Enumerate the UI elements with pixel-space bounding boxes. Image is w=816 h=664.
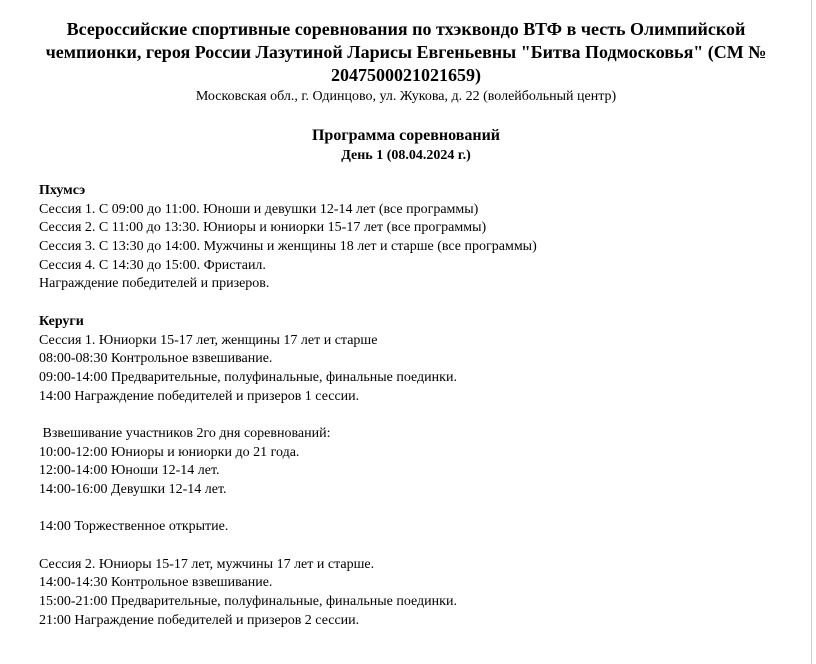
program-title: Программа соревнований <box>311 127 501 144</box>
kyorugi-session1-line: Сессия 1. Юниорки 15-17 лет, женщины 17 лет и старше <box>39 332 378 348</box>
weighin-line: 14:00-16:00 Девушки 12-14 лет. <box>39 482 227 497</box>
opening-ceremony: 14:00 Торжественное открытие. <box>39 519 229 535</box>
kyorugi-session2-line: Сессия 2. Юниоры 15-17 лет, мужчины 17 лет и старше. <box>39 556 375 572</box>
schedule-content <box>39 182 779 631</box>
title-line-2: чемпионки, героя России Лазутиной Ларисы Евгеньевны "Битва Подмосковья" (СМ № <box>45 42 767 62</box>
kyorugi-session1-line: 14:00 Награждение победителей и призеров 1 сессии. <box>39 388 360 404</box>
blank-line <box>39 500 779 519</box>
blank-line <box>39 537 779 556</box>
day-title: День 1 (08.04.2024 г.) <box>341 148 471 163</box>
poomsae-line: Сессия 1. С 09:00 до 11:00. Юноши и девушки 12-14 лет (все программы) <box>39 201 479 217</box>
weighin-line: 10:00-12:00 Юниоры и юниорки до 21 года. <box>39 444 300 460</box>
weighin-line: Взвешивание участников 2го дня соревнований: <box>39 425 331 441</box>
title-line-1: Всероссийские спортивные соревнования по тхэквондо ВТФ в честь Олимпийской <box>66 19 746 39</box>
poomsae-line: Награждение победителей и призеров. <box>39 276 270 292</box>
blank-line <box>39 406 779 425</box>
poomsae-line: Сессия 4. С 14:30 до 15:00. Фристаил. <box>39 257 266 273</box>
kyorugi-session2-line: 15:00-21:00 Предварительные, полуфинальные, финальные поединки. <box>39 594 457 610</box>
kyorugi-heading: Керуги <box>39 313 84 329</box>
document-title <box>40 18 772 87</box>
poomsae-line: Сессия 2. С 11:00 до 13:30. Юниоры и юниорки 15-17 лет (все программы) <box>39 220 487 236</box>
kyorugi-session1-line: 08:00-08:30 Контрольное взвешивание. <box>39 351 273 367</box>
title-line-3: 2047500021021659) <box>331 65 481 85</box>
venue-address: Московская обл., г. Одинцово, ул. Жукова, д. 22 (волейбольный центр) <box>195 89 617 104</box>
blank-line <box>39 294 779 313</box>
kyorugi-session2-line: 14:00-14:30 Контрольное взвешивание. <box>39 575 273 591</box>
poomsae-heading: Пхумсэ <box>39 183 86 198</box>
poomsae-line: Сессия 3. С 13:30 до 14:00. Мужчины и женщины 18 лет и старше (все программы) <box>39 239 537 255</box>
weighin-line: 12:00-14:00 Юноши 12-14 лет. <box>39 463 220 479</box>
kyorugi-session1-line: 09:00-14:00 Предварительные, полуфинальные, финальные поединки. <box>39 369 457 385</box>
kyorugi-session2-line: 21:00 Награждение победителей и призеров 2 сессии. <box>39 612 360 628</box>
